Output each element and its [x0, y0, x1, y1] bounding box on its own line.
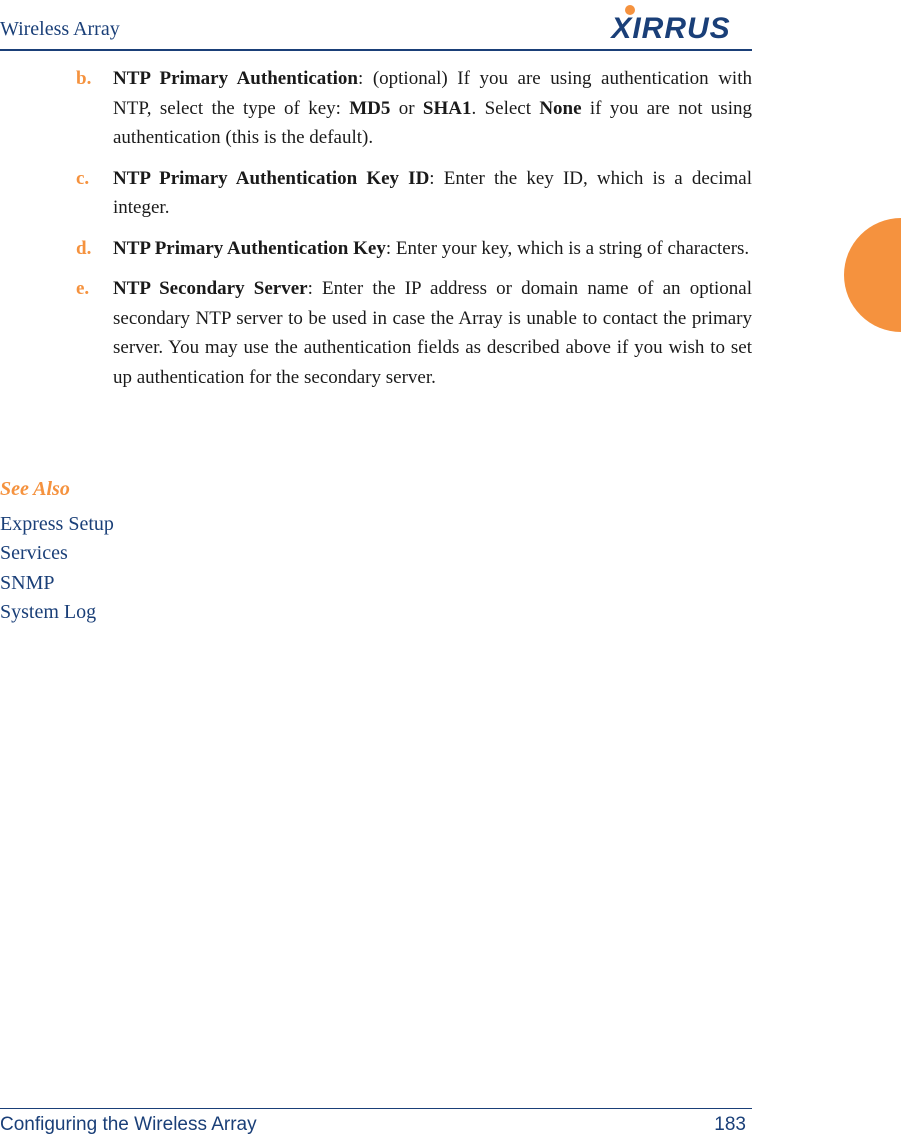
- svg-text:XIRRUS: XIRRUS: [611, 12, 731, 42]
- see-also-heading: See Also: [0, 478, 70, 500]
- list-item: [0, 164, 752, 223]
- item-term: None: [539, 97, 582, 119]
- item-text: [113, 164, 752, 223]
- item-letter: e.: [76, 278, 90, 299]
- footer-divider: [0, 1108, 752, 1109]
- item-description: : Enter the IP address or domain name of an optional secondary NTP server to be used in case the Array is unable to contact the primary server. You may use the authentication fields as described above if you wish to set up authentication for the secondary server.: [113, 278, 752, 388]
- footer-title: Configuring the Wireless Array: [0, 1114, 257, 1135]
- item-description: : Enter the key ID, which is a decimal integer.: [113, 167, 753, 218]
- item-description: . Select: [471, 97, 540, 119]
- item-letter: c.: [76, 167, 90, 189]
- item-letter: b.: [76, 68, 92, 89]
- item-term: SHA1: [422, 97, 472, 119]
- item-text: [113, 274, 752, 392]
- chapter-tab: [844, 218, 901, 332]
- see-also-link[interactable]: Services: [0, 542, 68, 565]
- see-also-link[interactable]: System Log: [0, 600, 97, 623]
- item-description: or: [390, 97, 423, 119]
- see-also-link[interactable]: Express Setup: [0, 513, 114, 535]
- see-also-link[interactable]: SNMP: [0, 571, 55, 594]
- header-title: Wireless Array: [0, 18, 120, 40]
- item-term: NTP Secondary Server: [113, 278, 308, 299]
- list-item: [0, 64, 752, 153]
- item-description: : (optional) If you are using authentication with NTP, select the type of key:: [113, 68, 752, 119]
- item-term: NTP Primary Authentication Key: [113, 237, 386, 259]
- item-text: [113, 64, 752, 153]
- xirrus-logo: [596, 2, 746, 42]
- list-item: [0, 274, 752, 392]
- see-also-links: [0, 510, 114, 627]
- item-term: MD5: [349, 97, 391, 119]
- page-number: 183: [714, 1114, 746, 1135]
- item-description: if you are not using authentication (this is the default).: [113, 97, 752, 148]
- item-text: [113, 234, 752, 264]
- item-term: NTP Primary Authentication: [113, 68, 358, 89]
- item-letter: d.: [76, 237, 92, 259]
- item-description: : Enter your key, which is a string of characters.: [385, 237, 750, 259]
- list-item: [0, 234, 752, 264]
- item-term: NTP Primary Authentication Key ID: [113, 167, 430, 189]
- header-divider: [0, 49, 752, 51]
- instruction-list: [0, 64, 752, 403]
